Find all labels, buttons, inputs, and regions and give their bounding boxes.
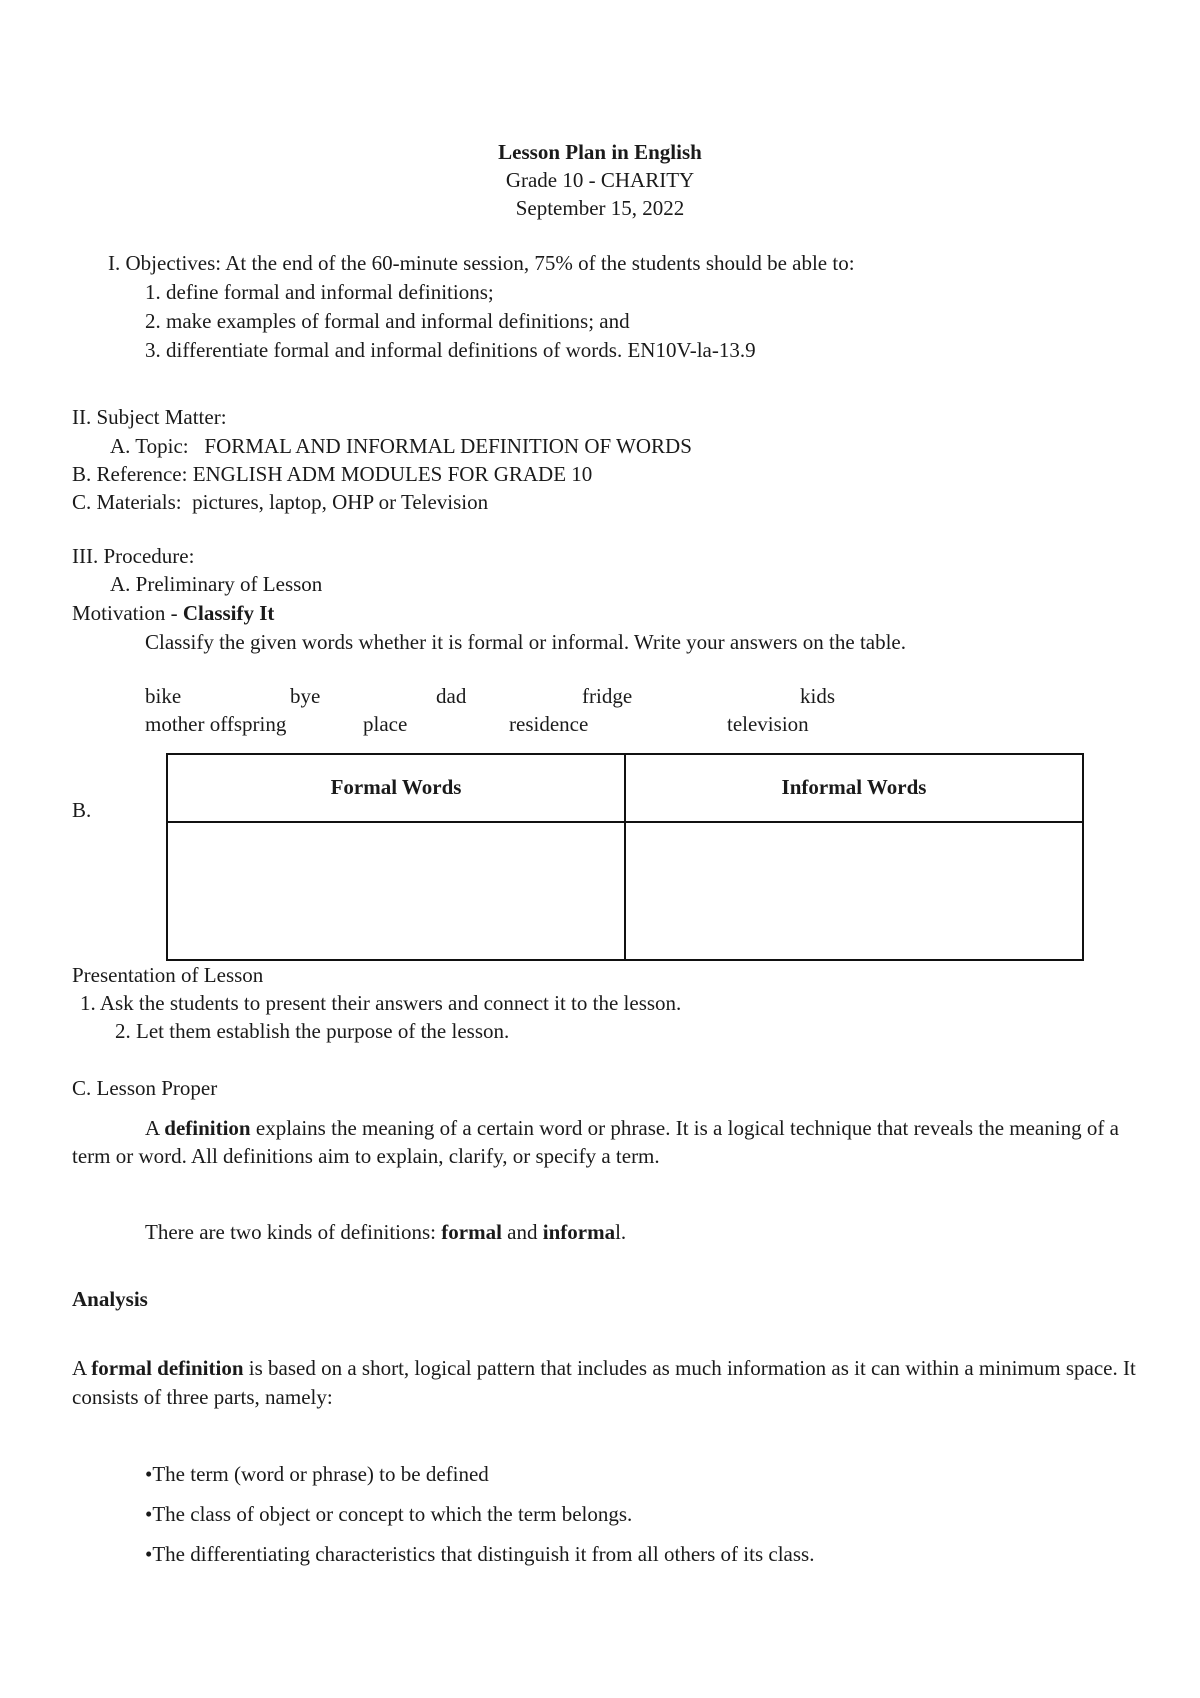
formal-definition-paragraph: A formal definition is based on a short, logical pattern that includes as much information as it can within a minimum space. It consists of three parts, namely: (72, 1356, 1136, 1409)
classify-instruction: Classify the given words whether it is formal or informal. Write your answers on the table. (145, 630, 907, 654)
motivation-title: Classify It (182, 601, 275, 625)
lesson-date: September 15, 2022 (515, 196, 685, 220)
classification-table (166, 753, 1084, 961)
objective-item: 2. make examples of formal and informal definitions; and (145, 309, 630, 333)
word-item: residence (509, 712, 589, 736)
word-item: television (727, 712, 809, 736)
motivation-line (72, 601, 274, 626)
subject-matter-heading: II. Subject Matter: (72, 405, 227, 429)
word-item: place (363, 712, 408, 736)
word-item: bye (290, 684, 321, 708)
lesson-proper-heading: C. Lesson Proper (72, 1076, 218, 1100)
word-item: fridge (582, 684, 633, 708)
word-item: kids (800, 684, 836, 708)
word-item: bike (145, 684, 182, 708)
presentation-item: 1. Ask the students to present their answers and connect it to the lesson. (80, 991, 682, 1015)
objectives-heading: I. Objectives: At the end of the 60-minute session, 75% of the students should be able to: (108, 251, 855, 275)
reference-line: B. Reference: ENGLISH ADM MODULES FOR GRADE 10 (72, 462, 593, 486)
section-b-label: B. (72, 798, 92, 822)
formal-words-header: Formal Words (167, 754, 625, 822)
table-header-row (167, 754, 1083, 822)
informal-words-cell (625, 822, 1083, 960)
definition-paragraph: A definition explains the meaning of a certain word or phrase. It is a logical technique that reveals the meaning of a term or word. All definitions aim to explain, clarify, or specify a term. (72, 1116, 1119, 1168)
analysis-heading: Analysis (72, 1287, 148, 1311)
presentation-heading: Presentation of Lesson (72, 963, 264, 987)
definition-term: definition (164, 1116, 251, 1140)
grade-section: Grade 10 - CHARITY (505, 168, 695, 192)
formal-words-cell (167, 822, 625, 960)
bullet-item: •The class of object or concept to which the term belongs. (145, 1502, 633, 1526)
word-item: dad (436, 684, 467, 708)
kinds-paragraph: There are two kinds of definitions: formal and informal. (145, 1220, 627, 1244)
motivation-prefix: Motivation - (72, 601, 183, 625)
table-row (167, 822, 1083, 960)
objective-item: 3. differentiate formal and informal definitions of words. EN10V-la-13.9 (145, 338, 756, 362)
preliminary-line: A. Preliminary of Lesson (110, 572, 323, 596)
word-item: mother offspring (145, 712, 287, 736)
informal-words-header: Informal Words (625, 754, 1083, 822)
materials-line: C. Materials: pictures, laptop, OHP or Television (72, 490, 489, 514)
page-title: Lesson Plan in English (498, 140, 702, 164)
objective-item: 1. define formal and informal definitions; (145, 280, 494, 304)
bullet-item: •The differentiating characteristics that distinguish it from all others of its class. (145, 1542, 815, 1566)
formal-definition-term: formal definition (91, 1356, 244, 1380)
procedure-heading: III. Procedure: (72, 544, 195, 568)
bullet-item: •The term (word or phrase) to be defined (145, 1462, 489, 1486)
presentation-item: 2. Let them establish the purpose of the lesson. (115, 1019, 510, 1043)
topic-line: A. Topic: FORMAL AND INFORMAL DEFINITION OF WORDS (110, 434, 692, 458)
